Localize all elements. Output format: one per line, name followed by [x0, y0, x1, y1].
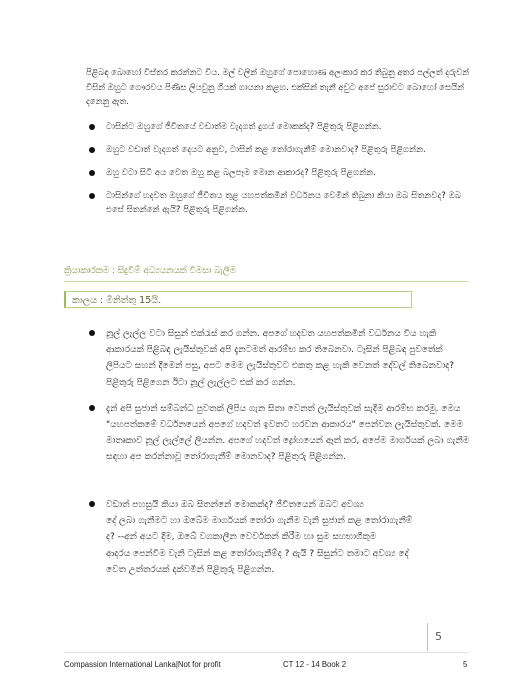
- section-divider: [64, 281, 468, 282]
- list-item: නූල් ලැල්ල වටා සිසුන් එක්රැස් කර ගන්න. අපගේ හදවත යහපත්කමින් වර්ධනය විය හැකි ආකාරයක් පිළිබඳ ලැයිස්තුවක් අපි දැනටමත් ආරම්භ කර තිබෙනවා. ටෑසින් පිළිබඳ පුවතේක් ලිපියට සහන් දීමෙන් පසු, අපට මෙම ලැයිස්තුවට එකතු කළ හැකි වෙනත් දේවල් තිබෙනවාද? පිළිතුරු පිළිගෙන ඊටා නූල් ලැල්ලට එක් කර ගන්න.: [86, 326, 471, 391]
- footer-organization: Compassion International Lanka|Not for profit: [64, 660, 221, 669]
- reflection-list: [86, 497, 471, 578]
- list-item: [86, 497, 471, 578]
- page-number-divider: [427, 623, 428, 651]
- text-line: ද? --අන් අයට දීම, ඔබේ වගකාලීන වෙර්වකන් කිරීම හා සුම සහභාගීකුම: [106, 532, 377, 543]
- text-line: දේ ලබා ගැනීමට හා ඔබේම මාර්ගයක් තෝරා ගැනීම වැනි සුජාන් කළ තෝරාගැනීම්: [106, 516, 413, 527]
- activity-list: [86, 326, 471, 476]
- list-item: ඔහු වටා සිටි අය වෙත ඔහු කළ බලපෑම මොන ආකාරද? පිළිතුරු පිළගන්න.: [86, 166, 471, 180]
- list-item: දැන් අපි සුජාන් සම්බන්ධ පුවතක් ලිපිය ගැන සිතා වෙනත් ලැයිස්තුවක් සැදීම ආරම්භ කරමු. මෙය "යහපත්කමේ වර්ධනයෙන් අපගේ හදවත් ඉවතට හරවන ආකාරය" පෙන්වන ලැයිස්තුවක්. මෙම මාතෘකාව නූල් ලැල්ලේ ලියන්න. අපගේ හදවත් ද්‍රෝහයෙන් ඈත් කර, අපේම මාර්ගයක් ලබා ගැනීම සඳහා අප කරන්නාවූ තෝරාගැනීම් මොනවාද? පිළිතුරු පිළිගන්න.: [86, 401, 471, 466]
- footer-page-number: 5: [463, 660, 468, 669]
- footer-divider: [64, 652, 469, 653]
- list-item: ටාසින්ට ඔහුගේ ජීවිතයේ වඩාත්ම වැදගත් දුගය් මොකක්ද? පිළිතුරු පිළිගන්න.: [86, 120, 471, 134]
- text-line: වෙත උත්තරයක් දක්වමින් පිළිතුරු පිළිගන්න.: [106, 564, 275, 575]
- list-item: ඔහුට වඩාත් වැදගත් දෙයට අනුව, ටාසින් කළ තෝරාගැනීම් මොනවාද? පිළිතුරු පිළිගන්න.: [86, 143, 471, 157]
- question-list-top: [86, 120, 471, 226]
- text-line: ආදරය පෙන්වීම වැනි ටෑසින් කළ තෝරාගැනීම්ද ? ඇයි ? සිසුන්ට තමාට අවශ්‍ය දේ: [106, 548, 409, 559]
- intro-paragraph: පිළිබඳ බොහෝ විස්තර කරන්නට විය. මල් වලින් ඔහුගේ පොහොණ අලංකාර කර තිබුනු අතර පල්ලත් දරුවන් විසින් ඔහුට ගෞරවය පිණිස ලියවුනු ගීයක් ගායනා කළහ. එක්සින් තැනී අවුට අපේ සුරාවට බොහෝ සෙයින් දනෙනු ඇත.: [86, 68, 470, 108]
- activity-heading: ක්‍රියාකාරකම : සිදුවීම් අධ්‍යයනයක් විමසා බැලීම: [64, 266, 236, 276]
- page-number: 5: [435, 630, 442, 643]
- text-line: වඩාත් පහසුයි කියා ඔබ සිතන්නේ මොකක්ද? ජීවිතයෙන් ඔබට අවශ්‍ය: [106, 500, 365, 510]
- footer-course: CT 12 - 14 Book 2: [283, 660, 347, 669]
- time-label-box: කාලය : මිනිත්තු 15යි.: [64, 291, 412, 308]
- list-item: ටාසින්ගේ හදවත ඔහුගේ ජීවිතය තුළ යහපත්කමින් වර්ධනය වෙමින් තිබුනා කියා ඔබ සිතනවද? ඔබ එසේ සිතන්නේ ඇයි? පිළිතුරු පිළිගන්න.: [86, 189, 471, 217]
